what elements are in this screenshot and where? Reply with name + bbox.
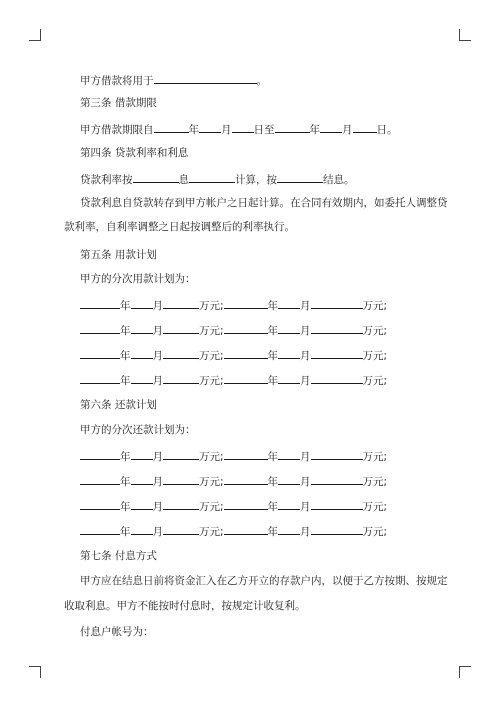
article4-heading: 第四条 贷款利率和利息 [80, 147, 189, 159]
month-label: 月 [152, 325, 163, 337]
repay-month-blank[interactable] [131, 523, 153, 535]
wan-yuan-label: 万元; [362, 451, 388, 463]
wan-yuan-label: 万元; [199, 350, 224, 362]
year-label: 年 [120, 526, 131, 538]
start-year-blank[interactable] [154, 121, 189, 133]
draw-plan-intro: 甲方的分次用款计划为： [80, 273, 196, 285]
repay-month-blank[interactable] [278, 523, 300, 535]
month-label: 月 [300, 375, 311, 387]
repay-month-blank[interactable] [131, 473, 153, 485]
loan-use-line [80, 72, 267, 88]
end-year-label: 年 [309, 124, 320, 136]
wan-yuan-label: 万元; [199, 325, 224, 337]
repay-year-blank[interactable] [80, 448, 120, 460]
repay-plan-row [80, 448, 387, 464]
draw-year-blank[interactable] [80, 297, 120, 309]
month-label: 月 [152, 451, 163, 463]
start-month-blank[interactable] [199, 121, 221, 133]
rate-settle: 结息。 [323, 174, 355, 186]
month-label: 月 [152, 300, 163, 312]
repay-year-blank[interactable] [224, 473, 268, 485]
interest-account-label: 付息户帐号为： [80, 626, 154, 638]
payment-para-line1: 甲方应在结息日前将资金汇入在乙方开立的存款户内，以便于乙方按期、按规定 [80, 575, 448, 587]
repay-month-blank[interactable] [278, 473, 300, 485]
draw-plan-row [80, 297, 387, 313]
repay-amount-blank[interactable] [311, 473, 363, 485]
month-label: 月 [152, 350, 163, 362]
draw-month-blank[interactable] [131, 372, 153, 384]
wan-yuan-label: 万元; [199, 526, 224, 538]
year-label: 年 [120, 501, 131, 513]
interest-para-line1: 贷款利息自贷款转存到甲方帐户之日起计算。在合同有效期内，如委托人调整贷 [80, 197, 448, 209]
end-day-blank[interactable] [353, 121, 377, 133]
crop-mark-bottom-left [29, 666, 41, 678]
draw-year-blank[interactable] [80, 347, 120, 359]
repay-amount-blank[interactable] [163, 448, 199, 460]
draw-amount-blank[interactable] [163, 322, 199, 334]
wan-yuan-label: 万元; [362, 350, 388, 362]
interest-rate-line [80, 171, 355, 187]
rate-basis-blank[interactable] [133, 171, 179, 183]
wan-yuan-label: 万元; [362, 526, 388, 538]
year-label: 年 [267, 451, 279, 463]
repay-month-blank[interactable] [278, 448, 300, 460]
repay-plan-row [80, 523, 387, 539]
year-label: 年 [267, 476, 279, 488]
repay-month-blank[interactable] [131, 498, 153, 510]
settlement-blank[interactable] [277, 171, 323, 183]
repay-month-blank[interactable] [131, 448, 153, 460]
month-label: 月 [300, 526, 311, 538]
year-label: 年 [120, 300, 131, 312]
crop-mark-top-left [29, 29, 41, 41]
loan-term-line [80, 121, 398, 137]
year-label: 年 [120, 451, 131, 463]
month-label: 月 [300, 476, 311, 488]
draw-year-blank[interactable] [224, 297, 268, 309]
end-day-label: 日。 [376, 124, 398, 136]
month-label: 月 [300, 451, 311, 463]
draw-year-blank[interactable] [224, 347, 268, 359]
draw-amount-blank[interactable] [311, 372, 363, 384]
draw-amount-blank[interactable] [311, 297, 363, 309]
crop-mark-top-right [459, 29, 471, 41]
draw-month-blank[interactable] [131, 322, 153, 334]
repay-year-blank[interactable] [80, 473, 120, 485]
year-label: 年 [267, 325, 279, 337]
start-day-blank[interactable] [232, 121, 254, 133]
month-label: 月 [152, 476, 163, 488]
article7-heading: 第七条 付息方式 [80, 550, 157, 562]
draw-plan-row [80, 322, 387, 338]
year-label: 年 [267, 526, 279, 538]
wan-yuan-label: 万元; [199, 375, 224, 387]
wan-yuan-label: 万元; [362, 375, 388, 387]
draw-month-blank[interactable] [278, 347, 300, 359]
year-label: 年 [120, 325, 131, 337]
year-label: 年 [267, 501, 279, 513]
year-label: 年 [267, 300, 279, 312]
interest-para-line2: 款利率，自利率调整之日起按调整后的利率执行。 [64, 221, 295, 233]
repay-year-blank[interactable] [80, 498, 120, 510]
loan-term-from: 甲方借款期限自 [80, 124, 154, 136]
draw-amount-blank[interactable] [163, 372, 199, 384]
day-to-label: 日至 [253, 124, 275, 136]
draw-amount-blank[interactable] [163, 347, 199, 359]
end-month-blank[interactable] [320, 121, 342, 133]
year-label: 年 [120, 350, 131, 362]
draw-amount-blank[interactable] [311, 322, 363, 334]
month-label: 月 [300, 300, 311, 312]
wan-yuan-label: 万元; [362, 501, 388, 513]
repay-amount-blank[interactable] [311, 523, 363, 535]
repay-plan-row [80, 498, 387, 514]
draw-year-blank[interactable] [224, 372, 268, 384]
year-label: 年 [267, 375, 279, 387]
repay-year-blank[interactable] [224, 448, 268, 460]
end-month-label: 月 [342, 124, 353, 136]
draw-year-blank[interactable] [80, 322, 120, 334]
month-label: 月 [300, 501, 311, 513]
repay-year-blank[interactable] [224, 498, 268, 510]
loan-use-suffix: 。 [256, 75, 267, 87]
wan-yuan-label: 万元; [199, 451, 224, 463]
payment-para-line2: 收取利息。甲方不能按时付息时，按规定计收复利。 [64, 600, 306, 612]
rate-prefix: 贷款利率按 [80, 174, 133, 186]
rate-calc: 计算，按 [235, 174, 277, 186]
month-label: 月 [152, 526, 163, 538]
month-label: 月 [152, 375, 163, 387]
year-label: 年 [120, 375, 131, 387]
year-label: 年 [267, 350, 279, 362]
wan-yuan-label: 万元; [362, 325, 388, 337]
wan-yuan-label: 万元; [199, 300, 224, 312]
draw-month-blank[interactable] [131, 297, 153, 309]
wan-yuan-label: 万元; [362, 476, 388, 488]
wan-yuan-label: 万元; [362, 300, 388, 312]
month-label: 月 [300, 325, 311, 337]
year-label: 年 [120, 476, 131, 488]
repay-amount-blank[interactable] [311, 498, 363, 510]
repay-amount-blank[interactable] [163, 498, 199, 510]
article3-heading: 第三条 借款期限 [80, 97, 157, 109]
repay-amount-blank[interactable] [311, 448, 363, 460]
rate-value-blank[interactable] [189, 171, 235, 183]
month-label: 月 [300, 350, 311, 362]
draw-month-blank[interactable] [278, 322, 300, 334]
repay-amount-blank[interactable] [163, 523, 199, 535]
rate-xi: 息 [178, 174, 189, 186]
article6-heading: 第六条 还款计划 [80, 399, 157, 411]
article5-heading: 第五条 用款计划 [80, 249, 157, 261]
draw-amount-blank[interactable] [311, 347, 363, 359]
draw-plan-row [80, 372, 387, 388]
draw-month-blank[interactable] [131, 347, 153, 359]
end-year-blank[interactable] [275, 121, 310, 133]
repay-amount-blank[interactable] [163, 473, 199, 485]
repay-plan-intro: 甲方的分次还款计划为： [80, 424, 196, 436]
draw-year-blank[interactable] [80, 372, 120, 384]
draw-month-blank[interactable] [278, 297, 300, 309]
wan-yuan-label: 万元; [199, 501, 224, 513]
loan-use-blank[interactable] [154, 72, 257, 84]
draw-month-blank[interactable] [278, 372, 300, 384]
repay-year-blank[interactable] [224, 523, 268, 535]
draw-amount-blank[interactable] [163, 297, 199, 309]
draw-plan-row [80, 347, 387, 363]
start-year-label: 年 [188, 124, 199, 136]
wan-yuan-label: 万元; [199, 476, 224, 488]
repay-month-blank[interactable] [278, 498, 300, 510]
start-month-label: 月 [221, 124, 232, 136]
repay-plan-row [80, 473, 387, 489]
crop-mark-bottom-right [459, 666, 471, 678]
month-label: 月 [152, 501, 163, 513]
repay-year-blank[interactable] [80, 523, 120, 535]
draw-year-blank[interactable] [224, 322, 268, 334]
loan-use-prefix: 甲方借款将用于 [80, 75, 154, 87]
